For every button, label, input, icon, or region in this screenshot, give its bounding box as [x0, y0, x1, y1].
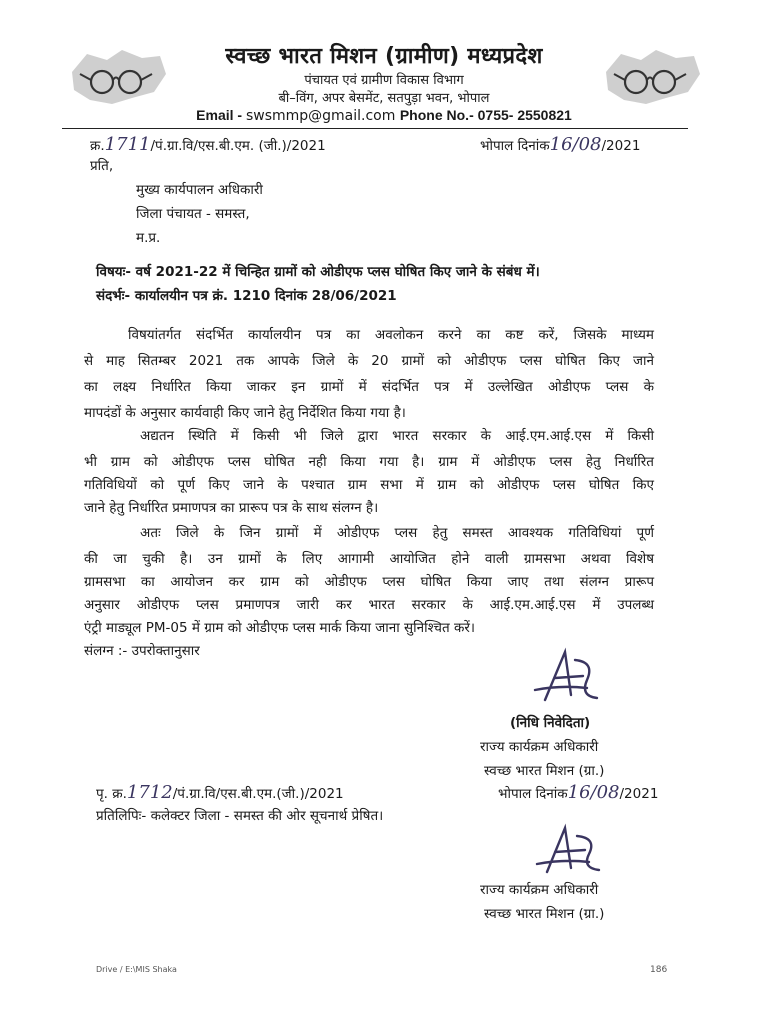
- ref-number-handwritten: 1711: [104, 134, 151, 155]
- para3-line5: एंट्री माड्यूल PM-05 में ग्राम को ओडीएफ प्लस मार्क किया जाना सुनिश्चित करें।: [84, 620, 475, 636]
- para1-line3: का लक्ष्य निर्धारित किया जाकर इन ग्रामों में संदर्भित पत्र में उल्लेखित ओडीएफ प्लस के: [84, 379, 654, 395]
- para3-line4: अनुसार ओडीएफ प्लस प्रमाणपत्र जारी कर भारत सरकार के आई.एम.आई.एस में उपलब्ध: [84, 597, 654, 613]
- signatory-office: स्वच्छ भारत मिशन (ग्रा.): [484, 763, 605, 779]
- footer-file-path: Drive / E:\MIS Shaka: [96, 965, 177, 974]
- phone-number: 0755- 2550821: [477, 107, 572, 123]
- ref-date-handwritten: 16/08: [549, 134, 602, 155]
- para2-line4: जाने हेतु निर्धारित प्रमाणपत्र का प्रारूप पत्र के साथ संलग्न है।: [84, 500, 379, 516]
- phone-label: Phone No.-: [399, 107, 478, 123]
- para1-line2: से माह सितम्बर 2021 तक आपके जिले के 20 ग्रामों को ओडीएफ प्लस घोषित किए जाने: [84, 353, 654, 369]
- ref-line: [90, 134, 326, 155]
- signatory2-office: स्वच्छ भारत मिशन (ग्रा.): [484, 906, 605, 922]
- para1-line1: विषयांतर्गत संदर्भित कार्यालयीन पत्र का अवलोकन करने का कष्ट करें, जिसके माध्यम: [128, 327, 654, 343]
- header-rule: [62, 128, 688, 129]
- copy-to-line: प्रतिलिपिः- कलेक्टर जिला - समस्त की ओर सूचनार्थ प्रेषित।: [96, 808, 384, 824]
- letterhead-address: बी–विंग, अपर बेसमेंट, सतपुड़ा भवन, भोपाल: [278, 91, 490, 106]
- para1-line4: मापदंडों के अनुसार कार्यवाही किए जाने हेतु निर्देशित किया गया है।: [84, 405, 406, 421]
- signature-2: [525, 818, 615, 880]
- email-label: Email -: [196, 107, 246, 123]
- para2-line1: अद्यतन स्थिति में किसी भी जिले द्वारा भारत सरकार के आई.एम.आई.एस में किसी: [140, 428, 654, 444]
- letterhead-department: पंचायत एवं ग्रामीण विकास विभाग: [304, 73, 464, 88]
- letterhead-contact: [0, 107, 768, 124]
- addressee-line1: मुख्य कार्यपालन अधिकारी: [136, 182, 263, 198]
- para2-line2: भी ग्राम को ओडीएफ प्लस घोषित नही किया गया है। ग्राम में ओडीएफ प्लस हेतु निर्धारित: [84, 454, 654, 470]
- copy-ref-line: [96, 782, 344, 803]
- copy-date-label: भोपाल दिनांक: [498, 786, 568, 802]
- letterhead-title: स्वच्छ भारत मिशन (ग्रामीण) मध्यप्रदेश: [225, 44, 543, 69]
- signatory-title: राज्य कार्यक्रम अधिकारी: [480, 739, 599, 755]
- to-label: प्रति,: [90, 158, 114, 174]
- enclosure-note: संलग्न :- उपरोक्तानुसार: [84, 643, 200, 659]
- footer-page-number: 186: [650, 965, 668, 975]
- ref-prefix: क्र.: [90, 138, 105, 154]
- para3-line2: की जा चुकी है। उन ग्रामों के लिए आगामी आयोजित होने वाली ग्रामसभा अथवा विशेष: [84, 551, 654, 567]
- copy-date-handwritten: 16/08: [567, 782, 620, 803]
- ref-date: [480, 134, 640, 155]
- para3-line3: ग्रामसभा का आयोजन कर ग्राम को ओडीएफ प्लस घोषित किया जाए तथा संलग्न प्रारूप: [84, 574, 654, 590]
- copy-date: [498, 782, 658, 803]
- subject-line: विषयः- वर्ष 2021-22 में चिन्हित ग्रामों को ओडीएफ प्लस घोषित किए जाने के संबंध में।: [96, 264, 540, 280]
- signature-1: [525, 640, 615, 710]
- copy-year: /2021: [619, 786, 659, 802]
- copy-ref-code: /पं.ग्रा.वि/एस.बी.एम.(जी.)/2021: [172, 786, 344, 802]
- email-address: swsmmp@gmail.com: [245, 108, 396, 124]
- ref-year: /2021: [601, 138, 641, 154]
- para2-line3: गतिविधियों को पूर्ण किए जाने के पश्चात ग्राम सभा में ग्राम को ओडीएफ प्लस घोषित किए: [84, 477, 654, 493]
- reference-line: संदर्भः- कार्यालयीन पत्र क्रं. 1210 दिनांक 28/06/2021: [96, 288, 397, 304]
- addressee-line3: म.प्र.: [136, 230, 161, 246]
- para3-line1: अतः जिले के जिन ग्रामों में ओडीएफ प्लस हेतु समस्त आवश्यक गतिविधियां पूर्ण: [140, 525, 654, 541]
- copy-ref-number-handwritten: 1712: [126, 782, 173, 803]
- signatory-name: (निधि निवेदिता): [510, 715, 591, 731]
- copy-ref-prefix: पृ. क्र.: [96, 786, 127, 802]
- addressee-line2: जिला पंचायत - समस्त,: [136, 206, 250, 222]
- ref-code: /पं.ग्रा.वि/एस.बी.एम. (जी.)/2021: [150, 138, 326, 154]
- signatory2-title: राज्य कार्यक्रम अधिकारी: [480, 882, 599, 898]
- ref-date-label: भोपाल दिनांक: [480, 138, 550, 154]
